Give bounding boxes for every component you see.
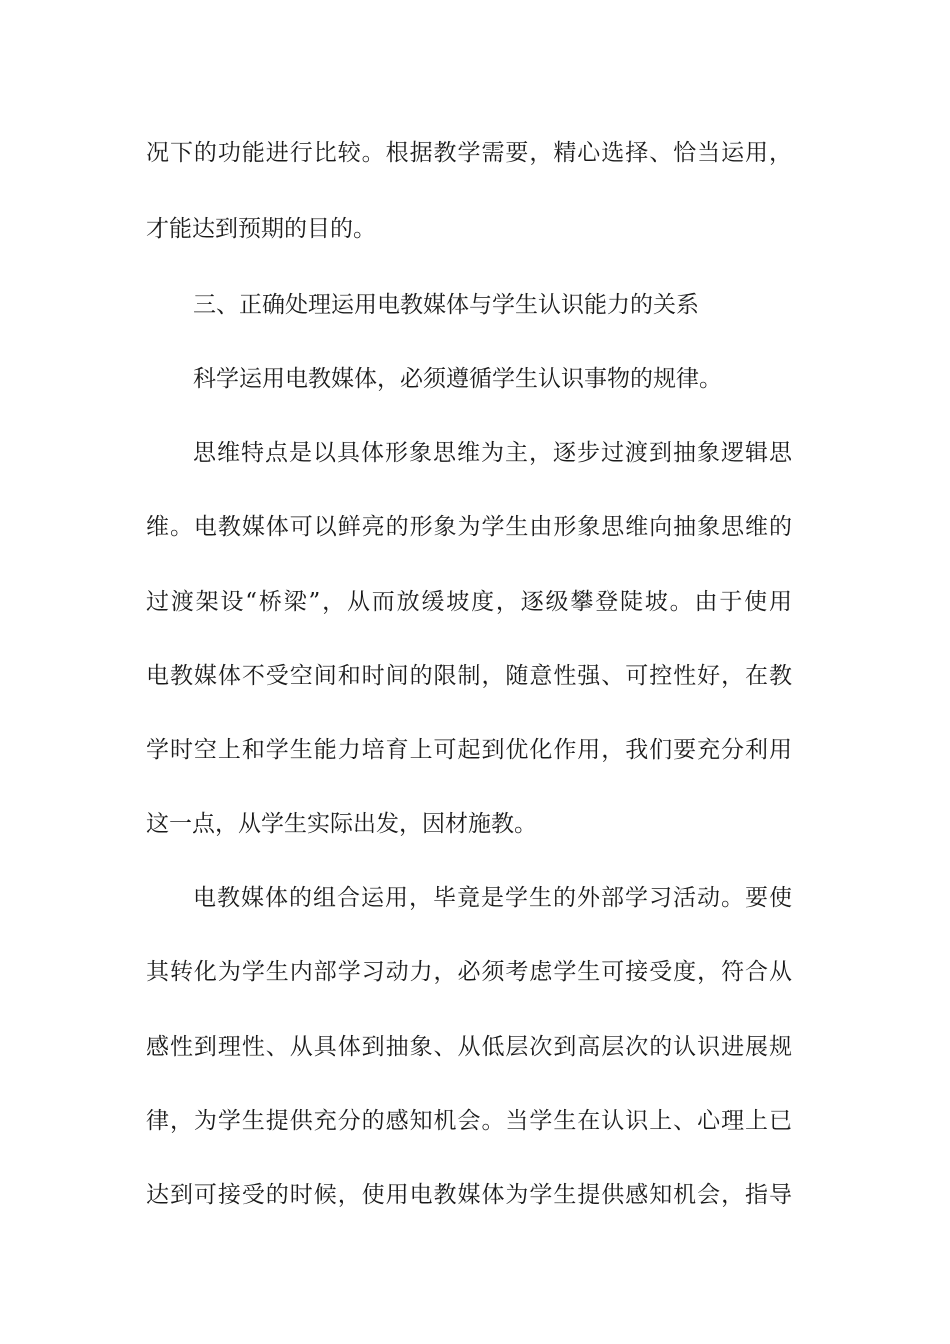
- text-line-8: 电教媒体不受空间和时间的限制，随意性强、可控性好，在教: [146, 663, 792, 689]
- text-line-5: 思维特点是以具体形象思维为主，逐步过渡到抽象逻辑思: [193, 440, 792, 466]
- text-line-7: 过渡架设“桥梁”，从而放缓坡度，逐级攀登陡坡。由于使用: [146, 589, 792, 615]
- text-line-15: 达到可接受的时候，使用电教媒体为学生提供感知机会，指导: [146, 1182, 792, 1208]
- text-line-4: 科学运用电教媒体，必须遵循学生认识事物的规律。: [193, 366, 722, 392]
- text-line-12: 其转化为学生内部学习动力，必须考虑学生可接受度，符合从: [146, 959, 792, 985]
- text-line-6: 维。电教媒体可以鲜亮的形象为学生由形象思维向抽象思维的: [146, 514, 792, 540]
- section-heading: 三、正确处理运用电教媒体与学生认识能力的关系: [193, 292, 699, 318]
- text-line-9: 学时空上和学生能力培育上可起到优化作用，我们要充分利用: [146, 737, 792, 763]
- text-line-13: 感性到理性、从具体到抽象、从低层次到高层次的认识进展规: [146, 1034, 792, 1060]
- text-line-10: 这一点，从学生实际出发，因材施教。: [146, 811, 537, 837]
- text-line-14: 律，为学生提供充分的感知机会。当学生在认识上、心理上已: [146, 1108, 792, 1134]
- text-line-2: 才能达到预期的目的。: [146, 216, 376, 242]
- text-line-11: 电教媒体的组合运用，毕竟是学生的外部学习活动。要使: [193, 885, 792, 911]
- text-line-1: 况下的功能进行比较。根据教学需要，精心选择、恰当运用，: [146, 140, 792, 166]
